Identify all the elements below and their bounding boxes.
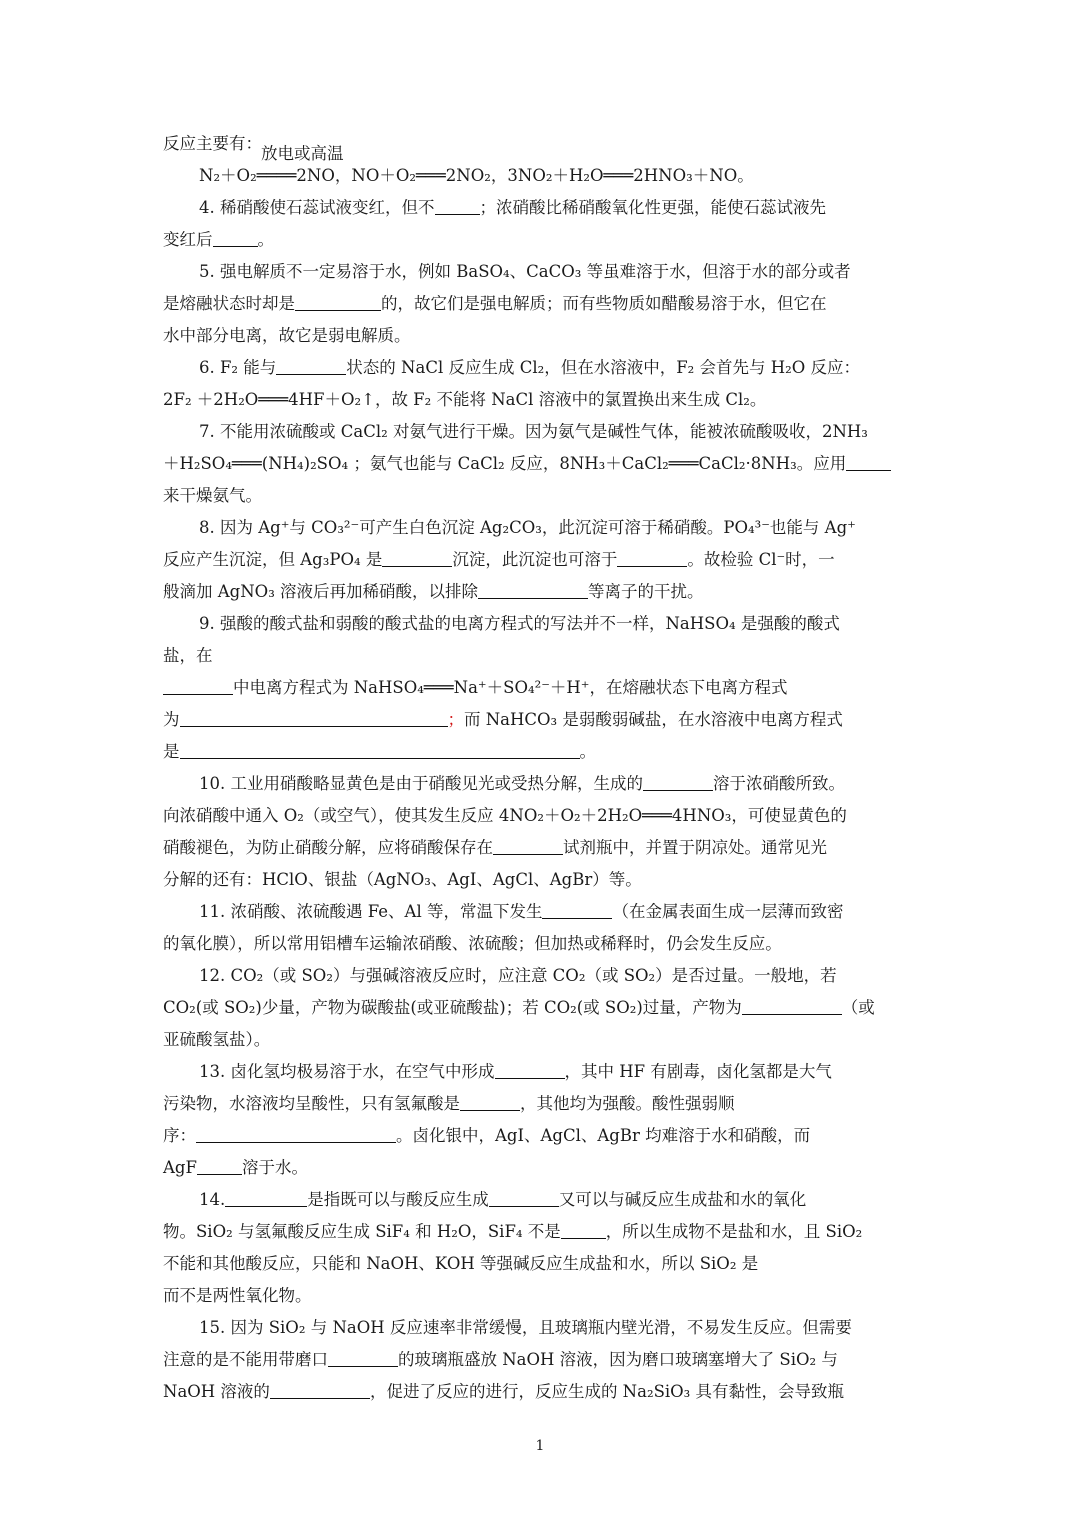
text-line: 盐，在 (163, 646, 213, 665)
fill-blank[interactable] (180, 708, 448, 727)
text-line: 为 ；而 NaHCO₃ 是弱酸弱碱盐，在水溶液中电离方程式 (163, 710, 843, 729)
text-line: 污染物，水溶液均呈酸性，只有氢氟酸是 ，其他均为强酸。酸性强弱顺 (163, 1094, 735, 1113)
text-line: 的氧化膜），所以常用铝槽车运输浓硝酸、浓硫酸；但加热或稀释时，仍会发生反应。 (163, 934, 782, 953)
text-line: 11. 浓硝酸、浓硫酸遇 Fe、Al 等，常温下发生 （在金属表面生成一层薄而致密 (199, 902, 844, 921)
text-line: 7. 不能用浓硫酸或 CaCl₂ 对氨气进行干燥。因为氨气是碱性气体，能被浓硫酸吸收，2NH₃ (199, 422, 868, 441)
text-line: 2F₂ ＋2H₂O═══4HF＋O₂↑，故 F₂ 不能将 NaCl 溶液中的氯置换出来生成 Cl₂。 (163, 390, 767, 409)
text-line: 不能和其他酸反应，只能和 NaOH、KOH 等强碱反应生成盐和水，所以 SiO₂ 是 (163, 1254, 759, 1273)
text-line: 序： 。卤化银中，AgI、AgCl、AgBr 均难溶于水和硝酸，而 (163, 1126, 811, 1145)
fill-blank[interactable] (561, 1220, 606, 1239)
fill-blank[interactable] (542, 900, 612, 919)
text-line: 来干燥氨气。 (163, 486, 262, 505)
fill-blank[interactable] (493, 836, 563, 855)
text-line: 6. F₂ 能与 状态的 NaCl 反应生成 Cl₂，但在水溶液中，F₂ 会首先与 H₂O 反应： (199, 358, 861, 377)
equation-over-label: N₂＋O₂═══ 放电或高温 (199, 144, 344, 185)
text-line: 硝酸褪色，为防止硝酸分解，应将硝酸保存在 试剂瓶中，并置于阴凉处。通常见光 (163, 838, 827, 857)
text-line: 向浓硝酸中通入 O₂（或空气），使其发生反应 4NO₂＋O₂＋2H₂O═══4HNO₃，可使显黄色的 (163, 806, 847, 825)
text-line: 5. 强电解质不一定易溶于水，例如 BaSO₄、CaCO₃ 等虽难溶于水，但溶于水的部分或者 (199, 262, 851, 281)
text-line: 物。SiO₂ 与氢氟酸反应生成 SiF₄ 和 H₂O，SiF₄ 不是 ，所以生成物不是盐和水，且 SiO₂ (163, 1222, 863, 1241)
fill-blank[interactable] (617, 548, 687, 567)
text-line: 注意的是不能用带磨口 的玻璃瓶盛放 NaOH 溶液，因为磨口玻璃塞增大了 SiO₂ 与 (163, 1350, 838, 1369)
fill-blank[interactable] (742, 996, 842, 1015)
fill-blank[interactable] (276, 356, 346, 375)
fill-blank[interactable] (846, 452, 891, 471)
text-line: 反应主要有： (163, 134, 262, 153)
text-line: 13. 卤化氢均极易溶于水，在空气中形成 ，其中 HF 有剧毒，卤化氢都是大气 (199, 1062, 832, 1081)
fill-blank[interactable] (270, 1380, 370, 1399)
text-line: 中电离方程式为 NaHSO₄═══Na⁺＋SO₄²⁻＋H⁺，在熔融状态下电离方程式 (163, 672, 920, 704)
text-line: 4. 稀硝酸使石蕊试液变红，但不 ；浓硝酸比稀硝酸氧化性更强，能使石蕊试液先 (199, 198, 826, 217)
text-line: NaOH 溶液的 ，促进了反应的进行，反应生成的 Na₂SiO₃ 具有黏性，会导致瓶 (163, 1382, 845, 1401)
text-line: 9. 强酸的酸式盐和弱酸的酸式盐的电离方程式的写法并不一样，NaHSO₄ 是强酸的酸式 (199, 614, 840, 633)
text-line: 水中部分电离，故它是弱电解质。 (163, 326, 411, 345)
text-line: 是 。 (163, 742, 596, 761)
text-line: 亚硫酸氢盐）。 (163, 1030, 271, 1049)
text-line: 8. 因为 Ag⁺与 CO₃²⁻可产生白色沉淀 Ag₂CO₃，此沉淀可溶于稀硝酸。PO₄³⁻也能与 Ag⁺ (199, 518, 856, 537)
fill-blank[interactable] (196, 1124, 396, 1143)
fill-blank[interactable] (489, 1188, 559, 1207)
equation-line: N₂＋O₂═══ 放电或高温 ═2NO，NO＋O₂═══2NO₂，3NO₂＋H₂O═══2HNO₃＋NO。 (163, 160, 920, 192)
text-line: ＋H₂SO₄═══(NH₄)₂SO₄ ；氨气也能与 CaCl₂ 反应，8NH₃＋CaCl₂═══CaCl₂·8NH₃。应用 (163, 448, 920, 480)
fill-blank[interactable] (163, 676, 233, 695)
fill-blank[interactable] (495, 1060, 565, 1079)
text-line: 15. 因为 SiO₂ 与 NaOH 反应速率非常缓慢，且玻璃瓶内壁光滑，不易发生反应。但需要 (199, 1318, 852, 1337)
page-number: 1 (535, 1438, 545, 1454)
text-line: 反应产生沉淀，但 Ag₃PO₄ 是 沉淀，此沉淀也可溶于 。故检验 Cl⁻时，一 (163, 550, 835, 569)
fill-blank[interactable] (295, 292, 381, 311)
fill-blank[interactable] (478, 580, 588, 599)
text-line: 而不是两性氧化物。 (163, 1286, 312, 1305)
fill-blank[interactable] (328, 1348, 398, 1367)
text-line: 是熔融状态时却是 的，故它们是强电解质；而有些物质如醋酸易溶于水，但它在 (163, 294, 827, 313)
text-line: 般滴加 AgNO₃ 溶液后再加稀硝酸，以排除 等离子的干扰。 (163, 582, 704, 601)
fill-blank[interactable] (197, 1156, 242, 1175)
text-line: AgF 溶于水。 (163, 1158, 308, 1177)
text-line: 变红后 。 (163, 230, 274, 249)
fill-blank[interactable] (435, 196, 480, 215)
text-line: CO₂(或 SO₂)少量，产物为碳酸盐(或亚硫酸盐)；若 CO₂(或 SO₂)过量，产物为 （或 (163, 998, 875, 1017)
text-line: 14. 是指既可以与酸反应生成 又可以与碱反应生成盐和水的氧化 (199, 1190, 807, 1209)
fill-blank[interactable] (213, 228, 258, 247)
text-line: 分解的还有：HClO、银盐（AgNO₃、AgI、AgCl、AgBr）等。 (163, 870, 642, 889)
fill-blank[interactable] (643, 772, 713, 791)
text-line: 10. 工业用硝酸略显黄色是由于硝酸见光或受热分解，生成的 溶于浓硝酸所致。 (199, 774, 845, 793)
fill-blank[interactable] (460, 1092, 520, 1111)
fill-blank[interactable] (382, 548, 452, 567)
fill-blank[interactable] (225, 1188, 307, 1207)
text-line: 12. CO₂（或 SO₂）与强碱溶液反应时，应注意 CO₂（或 SO₂）是否过量。一般地，若 (199, 966, 837, 985)
fill-blank[interactable] (180, 740, 580, 759)
